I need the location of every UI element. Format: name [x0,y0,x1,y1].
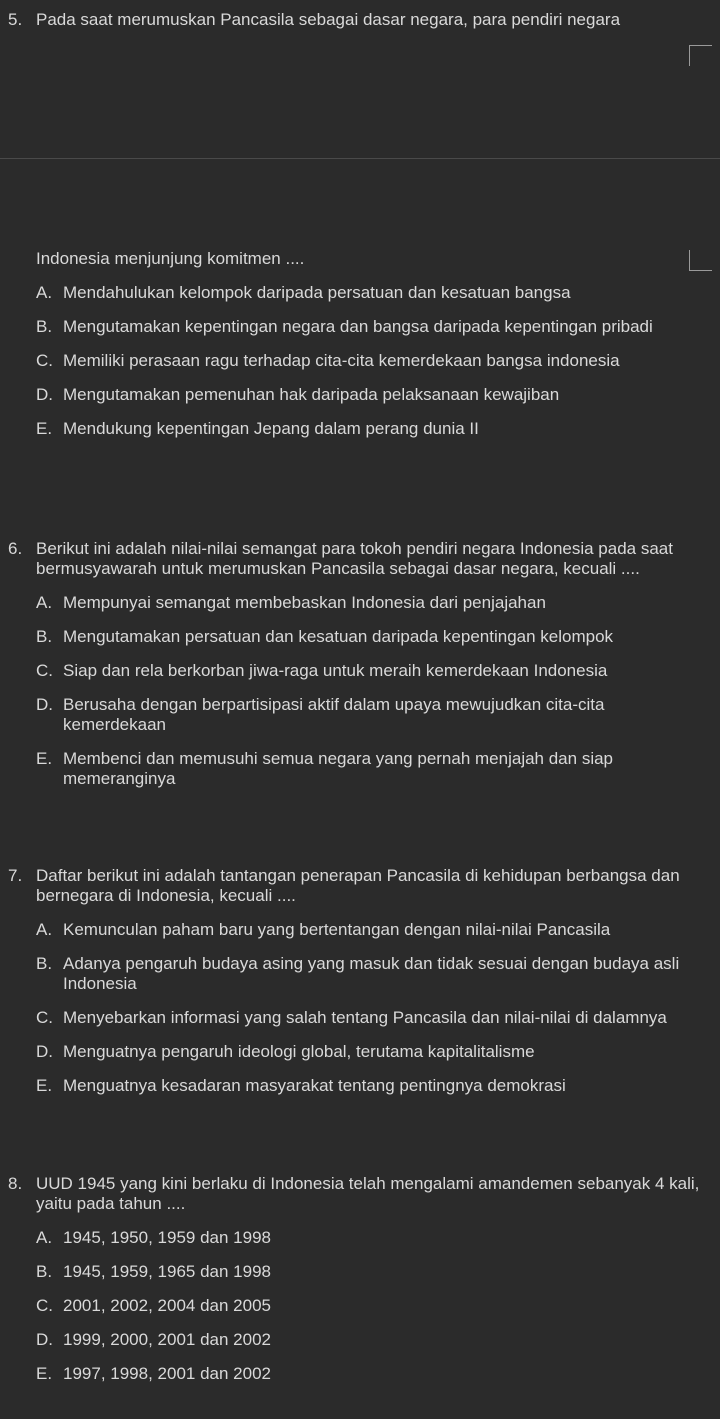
option-letter: A. [36,920,53,939]
question-6-stem [0,539,720,579]
option-d [0,1042,720,1062]
option-text: Menguatnya pengaruh ideologi global, terutama kapitalitalisme [63,1042,535,1061]
question-number: 7. [8,866,23,885]
option-letter: B. [36,627,53,646]
option-letter: E. [36,1076,53,1095]
option-c [0,661,720,681]
option-text: Siap dan rela berkorban jiwa-raga untuk meraih kemerdekaan Indonesia [63,661,608,680]
question-8-stem [0,1174,720,1214]
option-e [0,1364,720,1384]
option-letter: E. [36,1364,53,1383]
option-a [0,283,720,303]
option-letter: B. [36,954,53,973]
option-letter: C. [36,661,53,680]
option-b [0,1262,720,1282]
option-text: Mendahulukan kelompok daripada persatuan dan kesatuan bangsa [63,283,571,302]
option-e [0,1076,720,1096]
option-text: Berusaha dengan berpartisipasi aktif dalam upaya mewujudkan cita-cita kemerdekaan [63,695,605,734]
option-text: Mendukung kepentingan Jepang dalam perang dunia II [63,419,479,438]
option-b [0,317,720,337]
option-c [0,1008,720,1028]
question-text: Daftar berikut ini adalah tantangan penerapan Pancasila di kehidupan berbangsa dan bernegara di Indonesia, kecuali .... [36,866,680,905]
option-letter: C. [36,1008,53,1027]
divider [0,158,720,159]
question-number: 8. [8,1174,23,1193]
option-letter: E. [36,749,53,768]
question-number: 5. [8,10,23,29]
question-5-continuation [0,249,720,439]
option-text: Mengutamakan persatuan dan kesatuan daripada kepentingan kelompok [63,627,614,646]
option-letter: D. [36,1330,53,1349]
option-c [0,351,720,371]
option-a [0,593,720,613]
option-b [0,954,720,994]
option-a [0,1228,720,1248]
question-7-stem [0,866,720,906]
question-7 [0,866,720,1096]
option-text: Menguatnya kesadaran masyarakat tentang pentingnya demokrasi [63,1076,566,1095]
option-letter: A. [36,283,53,302]
option-c [0,1296,720,1316]
option-text: Mempunyai semangat membebaskan Indonesia dari penjajahan [63,593,546,612]
option-text: Mengutamakan pemenuhan hak daripada pelaksanaan kewajiban [63,385,560,404]
question-6 [0,539,720,789]
option-e [0,419,720,439]
option-text: Kemunculan paham baru yang bertentangan dengan nilai-nilai Pancasila [63,920,611,939]
question-text: UUD 1945 yang kini berlaku di Indonesia telah mengalami amandemen sebanyak 4 kali, yaitu pada tahun .... [36,1174,700,1213]
question-5-stem [0,10,720,30]
question-text: Berikut ini adalah nilai-nilai semangat para tokoh pendiri negara Indonesia pada saat bermusyawarah untuk merumuskan Pancasila sebagai dasar negara, kecuali .... [36,539,673,578]
question-number: 6. [8,539,23,558]
option-text: 2001, 2002, 2004 dan 2005 [63,1296,271,1315]
question-8 [0,1174,720,1384]
option-d [0,695,720,735]
option-letter: C. [36,351,53,370]
option-d [0,385,720,405]
option-e [0,749,720,789]
option-text: Menyebarkan informasi yang salah tentang Pancasila dan nilai-nilai di dalamnya [63,1008,667,1027]
option-letter: C. [36,1296,53,1315]
option-text: 1945, 1950, 1959 dan 1998 [63,1228,271,1247]
option-letter: A. [36,1228,53,1247]
option-b [0,627,720,647]
question-text-continued: Indonesia menjunjung komitmen .... [36,249,305,268]
option-text: Membenci dan memusuhi semua negara yang pernah menjajah dan siap memeranginya [63,749,614,788]
crop-handle-top-icon[interactable] [689,45,712,66]
option-text: Mengutamakan kepentingan negara dan bangsa daripada kepentingan pribadi [63,317,653,336]
option-letter: D. [36,1042,53,1061]
option-letter: A. [36,593,53,612]
option-d [0,1330,720,1350]
option-text: 1997, 1998, 2001 dan 2002 [63,1364,271,1383]
option-letter: D. [36,695,53,714]
option-text: Adanya pengaruh budaya asing yang masuk dan tidak sesuai dengan budaya asli Indonesia [63,954,680,993]
question-5 [0,10,720,30]
option-text: 1999, 2000, 2001 dan 2002 [63,1330,271,1349]
option-letter: E. [36,419,53,438]
option-text: Memiliki perasaan ragu terhadap cita-cita kemerdekaan bangsa indonesia [63,351,620,370]
option-letter: B. [36,317,53,336]
option-text: 1945, 1959, 1965 dan 1998 [63,1262,271,1281]
question-text: Pada saat merumuskan Pancasila sebagai dasar negara, para pendiri negara [36,10,621,29]
option-a [0,920,720,940]
option-letter: B. [36,1262,53,1281]
option-letter: D. [36,385,53,404]
